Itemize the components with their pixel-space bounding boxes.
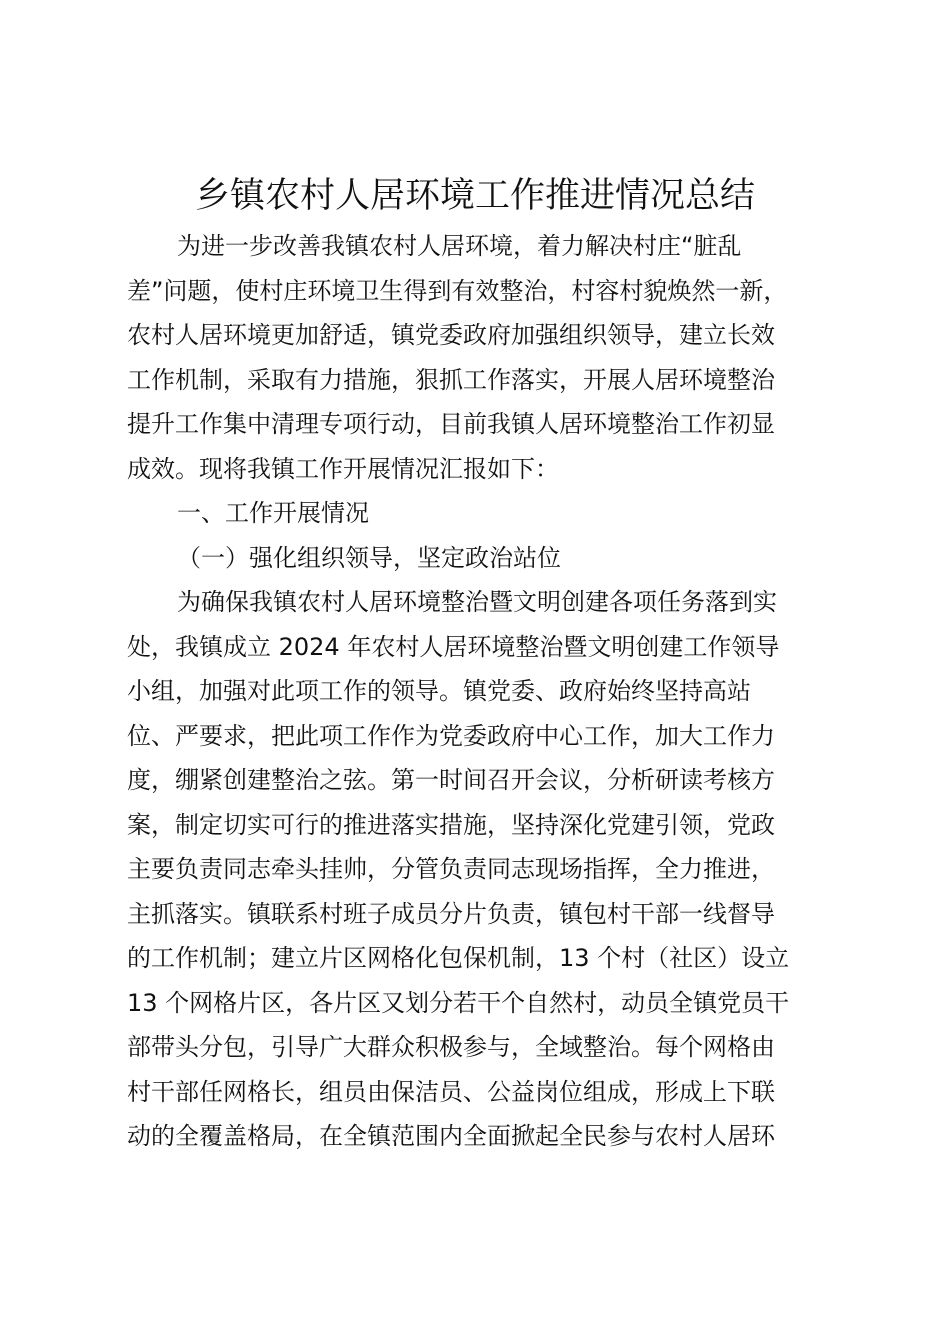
- paragraph-line: 动的全覆盖格局，在全镇范围内全面掀起全民参与农村人居环: [127, 1122, 775, 1150]
- paragraph-line: 位、严要求，把此项工作作为党委政府中心工作，加大工作力: [127, 721, 775, 750]
- document-body: [127, 224, 837, 1159]
- paragraph-line: 农村人居环境更加舒适，镇党委政府加强组织领导，建立长效: [127, 321, 775, 349]
- paragraph-line: 成效。现将我镇工作开展情况汇报如下：: [127, 454, 559, 483]
- paragraph-line: 为确保我镇农村人居环境整治暨文明创建各项任务落到实: [177, 588, 777, 616]
- paragraph-line: 提升工作集中清理专项行动，目前我镇人居环境整治工作初显: [127, 410, 775, 438]
- paragraph-line: 为进一步改善我镇农村人居环境，着力解决村庄“脏乱: [177, 232, 742, 260]
- subsection-heading: （一）强化组织领导，坚定政治站位: [177, 543, 561, 572]
- section-heading: 一、工作开展情况: [177, 499, 369, 527]
- paragraph-line: 小组，加强对此项工作的领导。镇党委、政府始终坚持高站: [127, 677, 751, 705]
- paragraph-line: 部带头分包，引导广大群众积极参与，全域整治。每个网格由: [127, 1033, 775, 1061]
- paragraph-line: 13 个网格片区，各片区又划分若干个自然村，动员全镇党员干: [127, 988, 790, 1017]
- paragraph-line: 案，制定切实可行的推进落实措施，坚持深化党建引领，党政: [127, 810, 775, 839]
- paragraph-line: 处，我镇成立 2024 年农村人居环境整治暨文明创建工作领导: [127, 632, 780, 661]
- paragraph-line: 差”问题，使村庄环境卫生得到有效整治，村容村貌焕然一新，: [127, 276, 788, 305]
- document-title: 乡镇农村人居环境工作推进情况总结: [194, 176, 755, 216]
- paragraph-line: 的工作机制；建立片区网格化包保机制，13 个村（社区）设立: [127, 944, 790, 972]
- paragraph-line: 主要负责同志牵头挂帅，分管负责同志现场指挥，全力推进，: [127, 855, 775, 883]
- paragraph-line: 主抓落实。镇联系村班子成员分片负责，镇包村干部一线督导: [127, 899, 775, 928]
- paragraph-line: 度，绷紧创建整治之弦。第一时间召开会议，分析研读考核方: [127, 766, 775, 794]
- paragraph-line: 工作机制，采取有力措施，狠抓工作落实，开展人居环境整治: [127, 365, 775, 394]
- paragraph-line: 村干部任网格长，组员由保洁员、公益岗位组成，形成上下联: [127, 1077, 775, 1106]
